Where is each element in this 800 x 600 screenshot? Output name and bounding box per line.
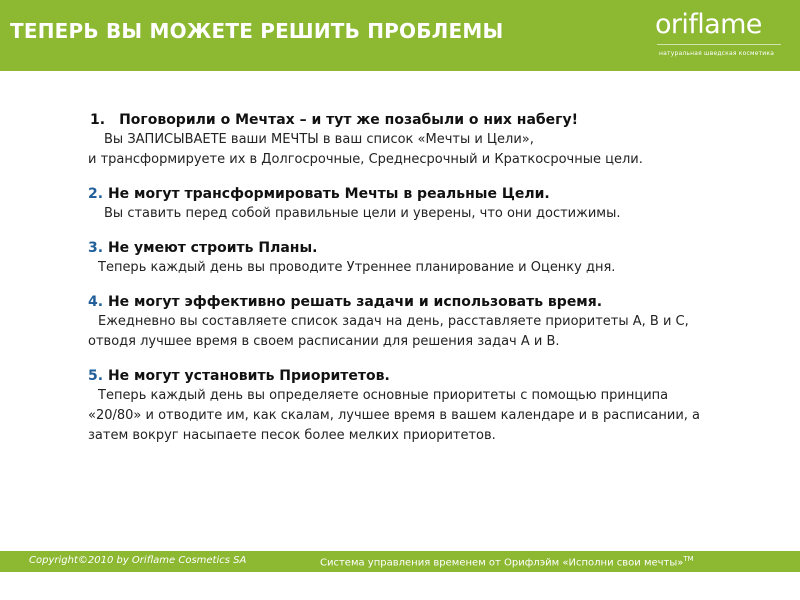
footer-bar: [0, 551, 800, 572]
list-item: [88, 366, 768, 446]
item-number: 4.: [88, 294, 104, 310]
list-item: [88, 110, 768, 170]
item-title: [88, 184, 768, 204]
item-text-line: Ежедневно вы составляете список задач на день, расставляете приоритеты А, В и С,: [98, 314, 689, 329]
item-text-line: Теперь каждый день вы проводите Утреннее планирование и Оценку дня.: [98, 260, 616, 275]
item-text-line: «20/80» и отводите им, как скалам, лучшее время в вашем календаре и в расписании, а: [88, 408, 701, 423]
item-title-text: Не могут эффективно решать задачи и использовать время.: [107, 294, 603, 310]
item-title-text: Поговорили о Мечтах – и тут же позабыли о них набегу!: [119, 112, 578, 128]
copyright-text: Copyright©2010 by Oriflame Cosmetics SA: [29, 555, 247, 566]
problems-list: [88, 110, 768, 460]
list-item: [88, 238, 768, 278]
item-title: [88, 366, 768, 386]
item-text-line: Вы ЗАПИСЫВАЕТЕ ваши МЕЧТЫ в ваш список «Мечты и Цели»,: [104, 132, 534, 147]
list-item: [88, 184, 768, 224]
item-number: 1.: [90, 112, 106, 128]
logo-tagline: натуральная шведская косметика: [659, 50, 775, 57]
item-text-line: и трансформируете их в Долгосрочные, Среднесрочный и Краткосрочные цели.: [88, 152, 643, 167]
item-title-text: Не могут установить Приоритетов.: [107, 368, 390, 384]
item-title-text: Не могут трансформировать Мечты в реальные Цели.: [107, 186, 550, 202]
item-number: 2.: [88, 186, 104, 202]
list-item: [88, 292, 768, 352]
oriflame-logo: [655, 8, 785, 60]
logo-divider: [657, 44, 781, 45]
trademark-mark: TM: [683, 555, 694, 563]
item-number: 3.: [88, 240, 104, 256]
item-text-line: Вы ставить перед собой правильные цели и уверены, что они достижимы.: [104, 206, 621, 221]
item-text-line: Теперь каждый день вы определяете основные приоритеты с помощью принципа: [98, 388, 669, 403]
system-title: [320, 555, 694, 568]
header-bar: [0, 0, 800, 71]
item-title: [88, 238, 768, 258]
item-title: [88, 110, 768, 130]
item-title: [88, 292, 768, 312]
item-title-text: Не умеют строить Планы.: [107, 240, 318, 256]
item-text-line: затем вокруг насыпаете песок более мелких приоритетов.: [88, 428, 496, 443]
page-title: ТЕПЕРЬ ВЫ МОЖЕТЕ РЕШИТЬ ПРОБЛЕМЫ: [10, 19, 504, 43]
item-number: 5.: [88, 368, 104, 384]
logo-wordmark: oriflame: [655, 9, 762, 40]
system-title-text: Система управления временем от Орифлэйм «Исполни свои мечты»: [320, 557, 684, 569]
item-text-line: отводя лучшее время в своем расписании для решения задач А и В.: [88, 334, 560, 349]
